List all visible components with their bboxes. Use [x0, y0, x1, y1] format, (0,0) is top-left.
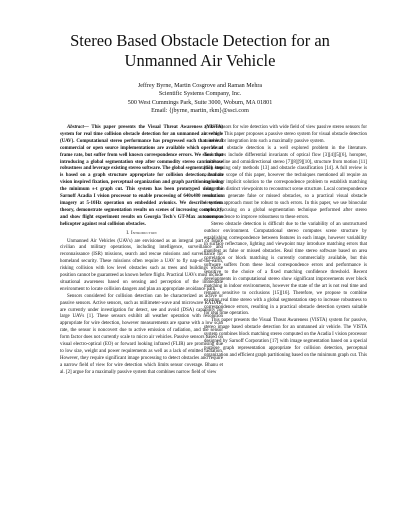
intro-paragraph-2-continued: active sensors for wire detection with wide field of view passive stereo sensors for coverage. This paper proposes a passive stereo system for visual obstacle detection suitable for integration into such a maximally passive system.: [204, 125, 367, 144]
intro-paragraph-1: Unmanned Air Vehicles (UAVs) are envisioned as an integral part of future civilian and military operations, including intelligence, surveillance and reconnaissance (ISR) missions, search and rescue missions and surveillance for homeland security. These missions often require a UAV to fly nap-of-the-earth, risking collision with low level obstacles such as trees and buildings whose position cannot be guaranteed as known before flight. Practical UAVs must include situational awareness based on sensing and perception of the immediate environment to locate collision dangers and plan an appropriate avoidance path.: [60, 238, 223, 292]
right-column: [204, 125, 367, 360]
intro-paragraph-3: Visual obstacle detection is a well explored problem in the literature. Techniques include differential invariants of optical flow [3][4][5][6], horopter, multibaseline and omnidirectional stereo [7][8][9][10], structure from motion [11][12], housing only methods [13] and obstacle classification [14]. A full review is out of the scope of this paper, however the techniques mentioned all require an explicit or implicit solution to the correspondence problem to establish matching features in distinct viewpoints to reconstruct scene structure. Local correspondence errors can generate false or missed obstacles, so a practical visual obstacle detection approach must be robust to such errors. In this paper, we use binocular stereo, focusing on a global segmentation technique performed after stereo correspondence to improve robustness to these errors.: [204, 145, 367, 220]
email: Email: {jbyrne, martin, rkm}@ssci.com: [151, 108, 249, 115]
address: 500 West Cummings Park, Suite 3000, Woburn, MA 01801: [127, 99, 273, 106]
abstract: [60, 125, 223, 229]
intro-paragraph-5: This paper presents the Visual Threat Awareness (VISTA) system for passive, stereo image based obstacle detection for an unmanned air vehicle. The VISTA system combines block matching stereo computed on the Acadia I vision processor designed by Sarnoff Corporation [17] with image segmentation based on a special purpose graph representation appropriate for collision detection, perceptual organization and efficient graph partitioning based on the minimum graph cut. This: [204, 318, 367, 358]
author-block: [0, 82, 400, 116]
abstract-text: — This paper presents the Visual Threat Awareness (VISTA) system for real time collision obstacle detection for an unmanned air vehicle (UAV). Computational stereo performance has progressed such that several commercial or open source implementations are available which operate at frame rate, but suffer from well known correspondence errors. We show that introducing a global segmentation step after commodity stereo can increase robustness and leverage existing stereo software. The global segmentation step is based on a graph structure appropriate for collision detection, human vision inspired fixation, perceptual organization and graph partitioning using the minimum s-t graph cut. This system has been prototyped using the Sarnoff Acadia I vision processor to enable processing of 640x480 resolution imagery at 5-10Hz operation on embedded avionics. We describe system theory, demonstrate segmentation results on scenes of increasing complexity, and show flight experiment results on Georgia Tech's GT-Max autonomous helicopter against real collision obstacles.: [60, 125, 223, 227]
title-line-2: Unmanned Air Vehicle: [124, 51, 276, 70]
paper-title: [0, 31, 400, 71]
intro-paragraph-4: Stereo obstacle detection is difficult due to the variability of an unstructured outdoor environment. Computational stereo computes scene structure by establishing correspondence between features in each image, however variability in surface reflectance, lighting and viewpoint may introduce matching errors that manifest as false or missed obstacles. Real time stereo software based on area correlation or block matching is currently commercially available, but this software suffers from these local correspondence errors and performance is sensitive to the choice of a fixed matching confidence threshold. Recent developments in computational stereo show significant improvements over block matching in indoor environments, however the state of the art is not real time and remains sensitive to occlusions [15][16]. Therefore, we propose to combine existing real time stereo with a global segmentation step to increase robustness to correspondence errors, resulting in a practical obstacle detection system suitable for real time operation.: [204, 221, 367, 317]
abstract-label: Abstract: [67, 125, 84, 130]
author-names: Jeffrey Byrne, Martin Cosgrove and Raman Mehra: [137, 83, 263, 89]
title-line-1: Stereo Based Obstacle Detection for an: [70, 31, 330, 50]
left-column: [60, 125, 223, 377]
intro-paragraph-2: Sensors considered for collision detection can be characterized as active or passive sensors. Active sensors, such as millimeter-wave and microwave RADAR, are currently under investigation for detect, see and avoid (DSA) capability for large UAVs [1]. These sensors exhibit all weather operation with resolution appropriate for wire detection, however measurements are sparse with a low scan rate, the sensor is noncovert due to active emission of radiation, and the sensor form factor does not currently scale to micro air vehicles. Passive sensors based on visual electro-optical (EO) or forward looking infrared (FLIR) are promising due to low size, weight and power requirements as well as a lack of emitted radiation. However, they require significant image processing to detect obstacles and require a narrow field of view for wire detection which limits sensor coverage. Bhanu et al. [2] argue for a maximally passive system that combines narrow field of view: [60, 293, 223, 375]
section-heading-introduction: I. Introduction: [126, 230, 157, 236]
affiliation: Scientific Systems Company, Inc.: [158, 91, 242, 98]
